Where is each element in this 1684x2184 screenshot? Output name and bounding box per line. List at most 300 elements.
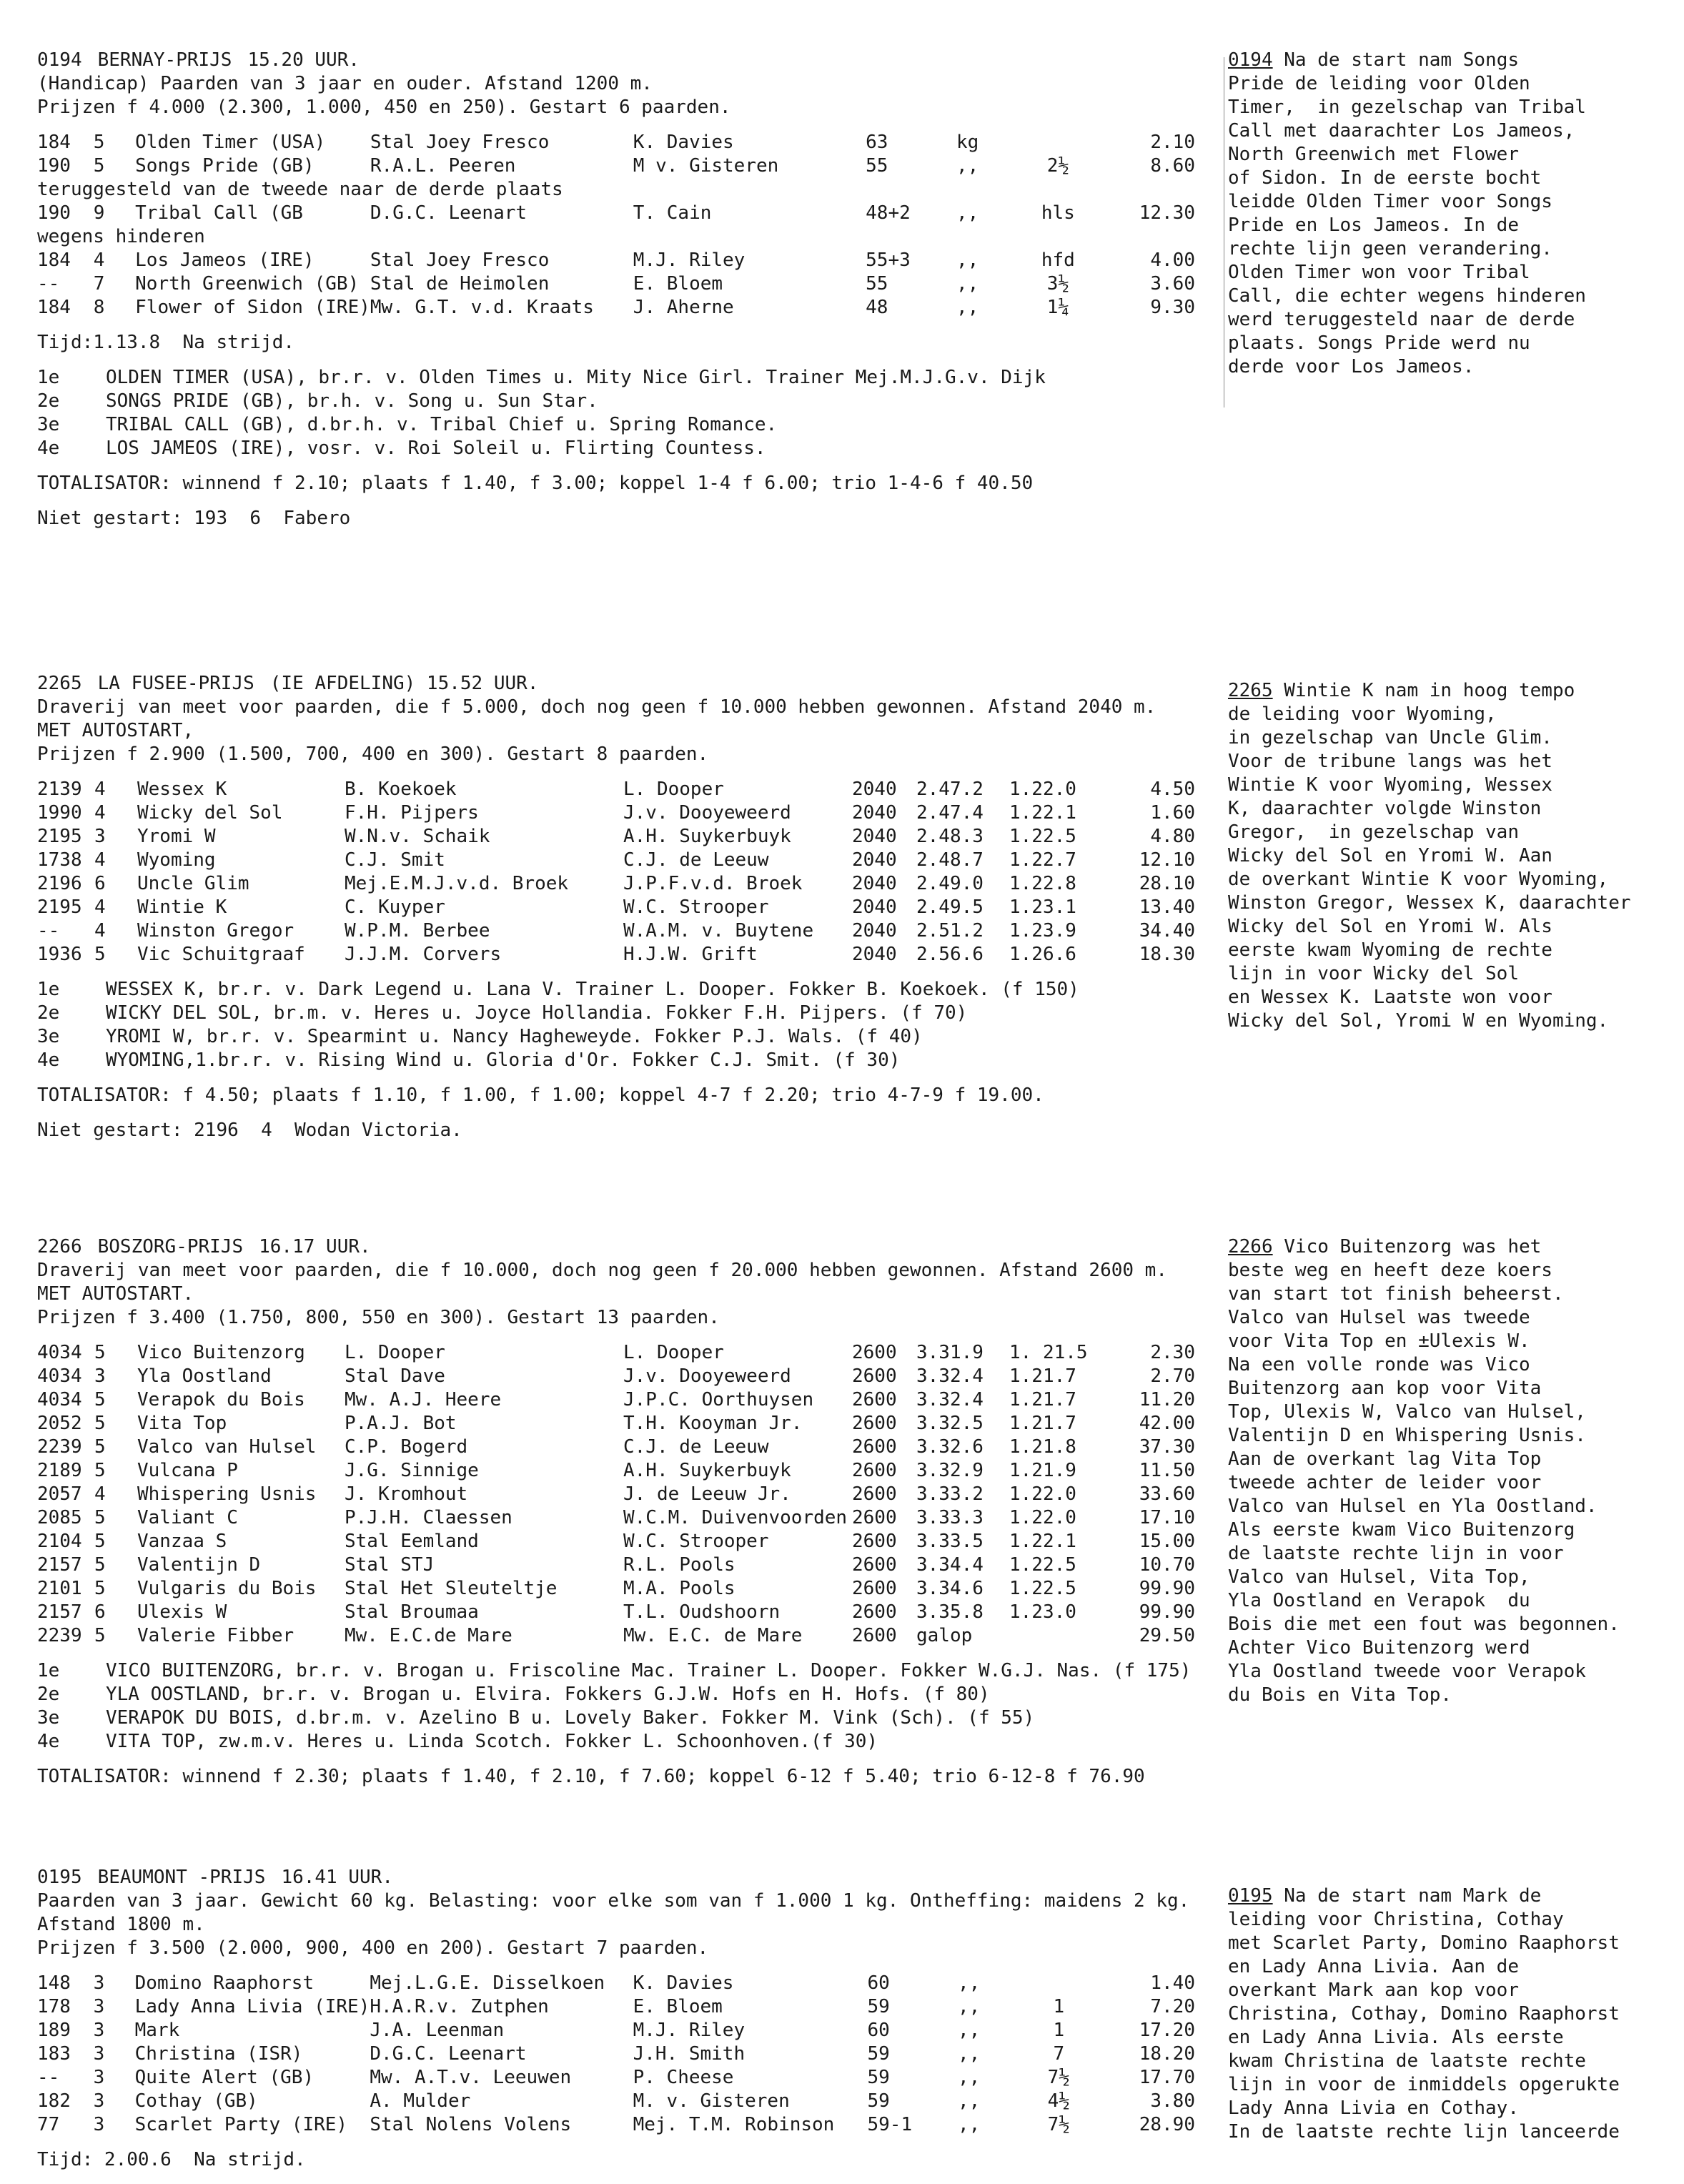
report-line: Valco van Hulsel, Vita Top,	[1228, 1566, 1530, 1588]
race-conditions: (Handicap) Paarden van 3 jaar en ouder. Afstand 1200 m.	[37, 73, 653, 94]
horse-name: Ulexis W	[137, 1601, 227, 1623]
table-row	[37, 178, 1195, 202]
race-header	[37, 1235, 1224, 1259]
margin: 1	[1053, 1996, 1065, 2017]
driver-name: M.A. Pools	[623, 1578, 735, 1599]
km-time: 1.23.0	[1009, 1601, 1076, 1623]
odds: 15.00	[1139, 1531, 1195, 1552]
report-line: Bois die met een fout was begonnen.	[1228, 1614, 1620, 1635]
horse-name: Domino Raaphorst	[134, 1972, 314, 1994]
report-line: Voor de tribune langs was het	[1228, 751, 1552, 772]
race-header	[37, 49, 1224, 72]
entry-age: 8	[93, 297, 105, 318]
report-line: of Sidon. In de eerste bocht	[1228, 167, 1542, 189]
odds: 99.90	[1139, 1578, 1195, 1599]
distance: 2600	[852, 1365, 897, 1387]
jockey-name: Mej. T.M. Robinson	[633, 2114, 835, 2135]
entry-number: 4034	[37, 1389, 82, 1410]
totalisator: TOTALISATOR: f 4.50; plaats f 1.10, f 1.00, f 1.00; koppel 4-7 f 2.20; trio 4-7-9 f 19.00.	[37, 1084, 1044, 1106]
table-row	[37, 296, 1195, 320]
race-time-result: Tijd:1.13.8 Na strijd.	[37, 332, 295, 353]
race-time-result: Tijd: 2.00.6 Na strijd.	[37, 2149, 306, 2170]
entry-number: 184	[37, 249, 71, 271]
finish-time: 3.32.9	[916, 1460, 984, 1481]
race-0194	[37, 49, 1224, 530]
report-line: de laatste rechte lijn in voor	[1228, 1543, 1564, 1564]
race-conditions: Paarden van 3 jaar. Gewicht 60 kg. Belasting: voor elke som van f 1.000 1 kg. Ontheffing: maidens 2 kg.	[37, 1890, 1190, 1912]
km-time: 1.22.5	[1009, 1578, 1076, 1599]
jockey-name: E. Bloem	[633, 1996, 723, 2017]
odds: 4.80	[1150, 826, 1195, 847]
table-row	[37, 1483, 1195, 1506]
placing-details: YROMI W, br.r. v. Spearmint u. Nancy Hagheweyde. Fokker P.J. Wals. (f 40)	[106, 1026, 923, 1047]
driver-name: T.H. Kooyman Jr.	[623, 1413, 803, 1434]
weight: 55	[866, 155, 888, 177]
horse-name: Tribal Call (GB	[135, 202, 303, 224]
report-line: Pride en Los Jameos. In de	[1228, 214, 1519, 236]
entry-note: teruggesteld van de tweede naar de derde plaats	[37, 179, 563, 200]
weight-unit: kg	[956, 132, 979, 153]
owner-name: J. Kromhout	[345, 1483, 468, 1505]
entry-age: 5	[94, 1578, 106, 1599]
entry-number: 2139	[37, 779, 82, 800]
jockey-name: E. Bloem	[633, 273, 723, 295]
report-line: beste weg en heeft deze koers	[1228, 1260, 1552, 1281]
table-row	[37, 1365, 1195, 1388]
finish-time: 3.32.6	[916, 1436, 984, 1458]
owner-name: W.N.v. Schaik	[345, 826, 490, 847]
finish-time: 2.49.5	[916, 896, 984, 918]
owner-name: J.G. Sinnige	[345, 1460, 479, 1481]
jockey-name: M v. Gisteren	[633, 155, 779, 177]
finish-time: 3.33.2	[916, 1483, 984, 1505]
entry-age: 5	[94, 1413, 106, 1434]
distance: 2600	[852, 1578, 897, 1599]
weight-unit: ,,	[957, 2090, 981, 2112]
report-text: Na de start nam Songs	[1272, 49, 1519, 71]
horse-name: Mark	[134, 2020, 180, 2041]
entry-number: 4034	[37, 1342, 82, 1363]
table-row	[37, 1388, 1195, 1412]
race-name: BOSZORG-PRIJS	[97, 1236, 244, 1257]
report-line: tweede achter de leider voor	[1228, 1472, 1542, 1493]
report-line	[1228, 1884, 1657, 1908]
finish-time: 3.32.4	[916, 1365, 984, 1387]
owner-name: Stal Nolens Volens	[370, 2114, 572, 2135]
not-started: Niet gestart: 2196 4 Wodan Victoria.	[37, 1120, 462, 1141]
placing-details: VICO BUITENZORG, br.r. v. Brogan u. Friscoline Mac. Trainer L. Dooper. Fokker W.G.J. Nas. (f 175)	[106, 1660, 1192, 1681]
jockey-name: K. Davies	[633, 1972, 734, 1994]
owner-name: C. Kuyper	[345, 896, 445, 918]
placing-position: 2e	[37, 1002, 60, 1024]
table-row	[37, 272, 1195, 296]
report-line: Achter Vico Buitenzorg werd	[1228, 1637, 1530, 1659]
margin: 7	[1053, 2043, 1065, 2065]
report-line: en Wessex K. Laatste won voor	[1228, 987, 1552, 1008]
table-row	[37, 1601, 1195, 1624]
entry-number: 2189	[37, 1460, 82, 1481]
table-row	[37, 872, 1195, 896]
owner-name: Mw. A.T.v. Leeuwen	[370, 2067, 572, 2088]
entry-age: 4	[94, 1483, 106, 1505]
placing-row	[37, 1706, 1224, 1730]
placing-details: WYOMING,1.br.r. v. Rising Wind u. Gloria d'Or. Fokker C.J. Smit. (f 30)	[106, 1049, 901, 1071]
distance: 2040	[852, 896, 897, 918]
placing-position: 2e	[37, 1684, 60, 1705]
weight-unit: ,,	[957, 2043, 981, 2065]
entry-number: 184	[37, 132, 71, 153]
report-line: lijn in voor de inmiddels opgerukte	[1228, 2074, 1620, 2095]
finish-time: 3.31.9	[916, 1342, 984, 1363]
owner-name: Stal Dave	[345, 1365, 445, 1387]
horse-name: Songs Pride (GB)	[135, 155, 314, 177]
entry-number: 178	[37, 1996, 71, 2017]
entry-age: 3	[93, 2114, 105, 2135]
placing-position: 4e	[37, 438, 60, 459]
report-line: Pride de leiding voor Olden	[1228, 73, 1530, 94]
horse-name: Quite Alert (GB)	[134, 2067, 314, 2088]
odds: 4.00	[1150, 249, 1195, 271]
weight: 48	[866, 297, 888, 318]
finish-time: 3.35.8	[916, 1601, 984, 1623]
km-time: 1.22.5	[1009, 1554, 1076, 1576]
odds: 8.60	[1150, 155, 1195, 177]
driver-name: A.H. Suykerbuyk	[623, 826, 791, 847]
report-line: Valco van Hulsel was tweede	[1228, 1307, 1530, 1328]
entry-age: 4	[94, 802, 106, 824]
placing-position: 3e	[37, 1707, 60, 1729]
odds: 11.20	[1139, 1389, 1195, 1410]
report-line: Als eerste kwam Vico Buitenzorg	[1228, 1519, 1575, 1541]
table-row	[37, 249, 1195, 272]
race-time: 16.17 UUR.	[259, 1236, 371, 1257]
entry-age: 9	[93, 202, 105, 224]
placing-position: 1e	[37, 367, 60, 388]
weight-unit: ,,	[957, 1972, 981, 1994]
owner-name: J.A. Leenman	[370, 2020, 505, 2041]
entry-age: 4	[93, 249, 105, 271]
margin: 3½	[1046, 273, 1070, 295]
driver-name: Mw. E.C. de Mare	[623, 1625, 803, 1646]
odds: 99.90	[1139, 1601, 1195, 1623]
odds: 18.30	[1139, 944, 1195, 965]
jockey-name: M.J. Riley	[633, 249, 746, 271]
km-time: 1.21.9	[1009, 1460, 1076, 1481]
report-line: van start tot finish beheerst.	[1228, 1283, 1564, 1305]
driver-name: L. Dooper	[623, 779, 724, 800]
placing-details: WICKY DEL SOL, br.m. v. Heres u. Joyce Hollandia. Fokker F.H. Pijpers. (f 70)	[106, 1002, 968, 1024]
placing-row	[37, 437, 1224, 460]
odds: 42.00	[1139, 1413, 1195, 1434]
table-row	[37, 1553, 1195, 1577]
report-line: Christina, Cothay, Domino Raaphorst	[1228, 2003, 1620, 2025]
odds: 29.50	[1139, 1625, 1195, 1646]
entry-number: 190	[37, 155, 71, 177]
entry-age: 3	[94, 826, 106, 847]
weight: 59	[867, 1996, 890, 2017]
entry-number: 1936	[37, 944, 82, 965]
placing-position: 1e	[37, 979, 60, 1000]
table-row	[37, 2066, 1195, 2090]
distance: 2600	[852, 1436, 897, 1458]
distance: 2600	[852, 1460, 897, 1481]
entry-age: 4	[94, 779, 106, 800]
table-row	[37, 131, 1195, 154]
entry-number: 77	[37, 2114, 60, 2135]
placing-position: 3e	[37, 414, 60, 435]
odds: 13.40	[1139, 896, 1195, 918]
placings	[37, 366, 1224, 460]
km-time: 1.22.0	[1009, 1507, 1076, 1528]
report-text: Na de start nam Mark de	[1272, 1885, 1542, 1907]
entry-number: 1990	[37, 802, 82, 824]
table-row	[37, 919, 1195, 943]
horse-name: Vic Schuitgraaf	[137, 944, 305, 965]
distance: 2040	[852, 920, 897, 942]
table-row	[37, 2113, 1195, 2137]
odds: 37.30	[1139, 1436, 1195, 1458]
placing-row	[37, 390, 1224, 413]
table-row	[37, 801, 1195, 825]
not-started: Niet gestart: 193 6 Fabero	[37, 508, 351, 529]
odds: 9.30	[1150, 297, 1195, 318]
entry-age: 5	[94, 1342, 106, 1363]
entry-number: 2195	[37, 896, 82, 918]
report-line: Buitenzorg aan kop voor Vita	[1228, 1378, 1542, 1399]
race-report-2265	[1228, 679, 1657, 1033]
horse-name: Valentijn D	[137, 1554, 261, 1576]
jockey-name: P. Cheese	[633, 2067, 734, 2088]
odds: 17.70	[1139, 2067, 1195, 2088]
owner-name: Stal Joey Fresco	[370, 132, 550, 153]
distance: 2600	[852, 1531, 897, 1552]
distance: 2040	[852, 944, 897, 965]
entry-age: 3	[94, 1365, 106, 1387]
placing-position: 1e	[37, 1660, 60, 1681]
entry-number: --	[37, 273, 60, 295]
report-line: North Greenwich met Flower	[1228, 144, 1519, 165]
entries-table	[37, 1972, 1195, 2137]
entry-age: 3	[93, 1972, 105, 1994]
jockey-name: M.J. Riley	[633, 2020, 746, 2041]
report-line: Winston Gregor, Wessex K, daarachter	[1228, 892, 1631, 914]
table-row	[37, 202, 1195, 225]
report-line: Valentijn D en Whispering Usnis.	[1228, 1425, 1586, 1446]
entry-number: 2157	[37, 1601, 82, 1623]
horse-name: Uncle Glim	[137, 873, 249, 894]
race-name: BERNAY-PRIJS	[97, 49, 232, 71]
entry-age: 3	[93, 1996, 105, 2017]
km-time: 1.22.1	[1009, 802, 1076, 824]
weight: 60	[867, 2020, 890, 2041]
race-conditions: Draverij van meet voor paarden, die f 5.000, doch nog geen f 10.000 hebben gewonnen. Afstand 2040 m.	[37, 696, 1156, 718]
km-time: 1.23.1	[1009, 896, 1076, 918]
race-prizes: Prijzen f 4.000 (2.300, 1.000, 450 en 250). Gestart 6 paarden.	[37, 97, 731, 118]
owner-name: R.A.L. Peeren	[370, 155, 516, 177]
entries-table	[37, 1341, 1195, 1648]
owner-name: Mej.E.M.J.v.d. Broek	[345, 873, 569, 894]
driver-name: W.C. Strooper	[623, 896, 769, 918]
distance: 2600	[852, 1625, 897, 1646]
placing-details: WESSEX K, br.r. v. Dark Legend u. Lana V. Trainer L. Dooper. Fokker B. Koekoek. (f 150)	[106, 979, 1079, 1000]
entry-age: 5	[94, 1460, 106, 1481]
margin: hfd	[1041, 249, 1075, 271]
jockey-name: T. Cain	[633, 202, 712, 224]
table-row	[37, 1530, 1195, 1553]
driver-name: J. de Leeuw Jr.	[623, 1483, 791, 1505]
horse-name: Los Jameos (IRE)	[135, 249, 314, 271]
placing-row	[37, 1025, 1224, 1049]
horse-name: Valiant C	[137, 1507, 238, 1528]
finish-time: 3.34.6	[916, 1578, 984, 1599]
entry-note: wegens hinderen	[37, 226, 205, 247]
entry-number: 2195	[37, 826, 82, 847]
table-row	[37, 2042, 1195, 2066]
entries-table	[37, 778, 1195, 967]
report-line: overkant Mark aan kop voor	[1228, 1980, 1519, 2001]
entry-age: 4	[94, 920, 106, 942]
jockey-name: J. Aherne	[633, 297, 734, 318]
entry-age: 5	[94, 1554, 106, 1576]
entry-number: 189	[37, 2020, 71, 2041]
weight-unit: ,,	[957, 2067, 981, 2088]
odds: 12.30	[1139, 202, 1195, 224]
race-header	[37, 672, 1224, 696]
table-row	[37, 1995, 1195, 2019]
entry-number: 2101	[37, 1578, 82, 1599]
owner-name: Stal Eemland	[345, 1531, 479, 1552]
margin: 7½	[1047, 2114, 1070, 2135]
report-line: in gezelschap van Uncle Glim.	[1228, 727, 1552, 748]
totalisator: TOTALISATOR: winnend f 2.10; plaats f 1.40, f 3.00; koppel 1-4 f 6.00; trio 1-4-6 f 40.50	[37, 473, 1034, 494]
km-time: 1.21.8	[1009, 1436, 1076, 1458]
entry-age: 6	[94, 1601, 106, 1623]
table-row	[37, 1436, 1195, 1459]
report-line: Aan de overkant lag Vita Top	[1228, 1448, 1542, 1470]
weight-unit: ,,	[956, 202, 979, 224]
owner-name: Stal Het Sleuteltje	[345, 1578, 558, 1599]
weight-unit: ,,	[957, 2020, 981, 2041]
distance: 2600	[852, 1342, 897, 1363]
horse-name: Vico Buitenzorg	[137, 1342, 305, 1363]
owner-name: W.P.M. Berbee	[345, 920, 490, 942]
placing-details: YLA OOSTLAND, br.r. v. Brogan u. Elvira. Fokkers G.J.W. Hofs en H. Hofs. (f 80)	[106, 1684, 990, 1705]
margin: hls	[1041, 202, 1075, 224]
race-id: 2265	[37, 673, 82, 694]
entry-number: 2196	[37, 873, 82, 894]
owner-name: L. Dooper	[345, 1342, 445, 1363]
finish-time: 3.32.5	[916, 1413, 984, 1434]
owner-name: A. Mulder	[370, 2090, 471, 2112]
horse-name: Wessex K	[137, 779, 227, 800]
km-time	[1009, 1624, 1102, 1648]
table-row	[37, 896, 1195, 919]
entries-table	[37, 131, 1195, 320]
placing-row	[37, 366, 1224, 390]
owner-name: Mw. E.C.de Mare	[345, 1625, 512, 1646]
entry-number: 1738	[37, 849, 82, 871]
distance: 2040	[852, 873, 897, 894]
finish-time: 2.49.0	[916, 873, 984, 894]
owner-name: C.J. Smit	[345, 849, 445, 871]
report-line: Timer, in gezelschap van Tribal	[1228, 97, 1586, 118]
margin: 4½	[1047, 2090, 1070, 2112]
horse-name: Vulgaris du Bois	[137, 1578, 317, 1599]
entry-number: 2052	[37, 1413, 82, 1434]
weight: 59	[867, 2067, 890, 2088]
km-time: 1.21.7	[1009, 1413, 1076, 1434]
report-line: Na een volle ronde was Vico	[1228, 1354, 1530, 1375]
table-row	[37, 943, 1195, 967]
entry-age: 3	[93, 2090, 105, 2112]
owner-name: P.J.H. Claessen	[345, 1507, 512, 1528]
driver-name: R.L. Pools	[623, 1554, 735, 1576]
owner-name: C.P. Bogerd	[345, 1436, 468, 1458]
entry-age: 5	[93, 132, 105, 153]
odds: 2.30	[1150, 1342, 1195, 1363]
jockey-name: M. v. Gisteren	[633, 2090, 790, 2112]
entry-age: 3	[93, 2043, 105, 2065]
weight: 59-1	[867, 2114, 913, 2135]
distance: 2040	[852, 802, 897, 824]
report-line: Wintie K voor Wyoming, Wessex	[1228, 774, 1552, 796]
driver-name: J.P.C. Oorthuysen	[623, 1389, 814, 1410]
km-time: 1.22.0	[1009, 779, 1076, 800]
km-time: 1.22.1	[1009, 1531, 1076, 1552]
distance: 2600	[852, 1554, 897, 1576]
finish-time: 2.47.4	[916, 802, 984, 824]
entry-age: 3	[93, 2020, 105, 2041]
odds: 1.40	[1150, 1972, 1195, 1994]
distance: 2040	[852, 849, 897, 871]
report-line: K, daarachter volgde Winston	[1228, 798, 1542, 819]
horse-name: Valerie Fibber	[137, 1625, 294, 1646]
report-line: de leiding voor Wyoming,	[1228, 703, 1497, 725]
horse-name: Cothay (GB)	[134, 2090, 258, 2112]
weight-unit: ,,	[957, 1996, 981, 2017]
placing-position: 4e	[37, 1049, 60, 1071]
entry-number: 2104	[37, 1531, 82, 1552]
table-row	[37, 778, 1195, 801]
report-line: Wicky del Sol en Yromi W. Aan	[1228, 845, 1552, 866]
report-race-ref: 2266	[1228, 1236, 1273, 1257]
table-row	[37, 849, 1195, 872]
finish-time: 3.34.4	[916, 1554, 984, 1576]
report-line: voor Vita Top en ±Ulexis W.	[1228, 1330, 1530, 1352]
entry-age: 5	[94, 1389, 106, 1410]
report-line: de overkant Wintie K voor Wyoming,	[1228, 869, 1609, 890]
report-line: In de laatste rechte lijn lanceerde	[1228, 2121, 1620, 2143]
placings	[37, 978, 1224, 1072]
distance: 2600	[852, 1483, 897, 1505]
placings	[37, 1659, 1224, 1754]
finish-time: 2.47.2	[916, 779, 984, 800]
entry-age: 5	[94, 944, 106, 965]
entry-age: 5	[94, 1531, 106, 1552]
finish-time: 3.32.4	[916, 1389, 984, 1410]
finish-time: 2.51.2	[916, 920, 984, 942]
odds: 2.10	[1150, 132, 1195, 153]
report-line: lijn in voor Wicky del Sol	[1228, 963, 1519, 984]
odds: 17.20	[1139, 2020, 1195, 2041]
driver-name: H.J.W. Grift	[623, 944, 758, 965]
report-line: Yla Oostland tweede voor Verapok	[1228, 1661, 1586, 1682]
horse-name: Flower of Sidon (IRE)	[135, 297, 370, 318]
km-time: 1.21.7	[1009, 1365, 1076, 1387]
driver-name: C.J. de Leeuw	[623, 1436, 769, 1458]
race-time: 16.41 UUR.	[281, 1867, 393, 1888]
horse-name: Olden Timer (USA)	[135, 132, 326, 153]
